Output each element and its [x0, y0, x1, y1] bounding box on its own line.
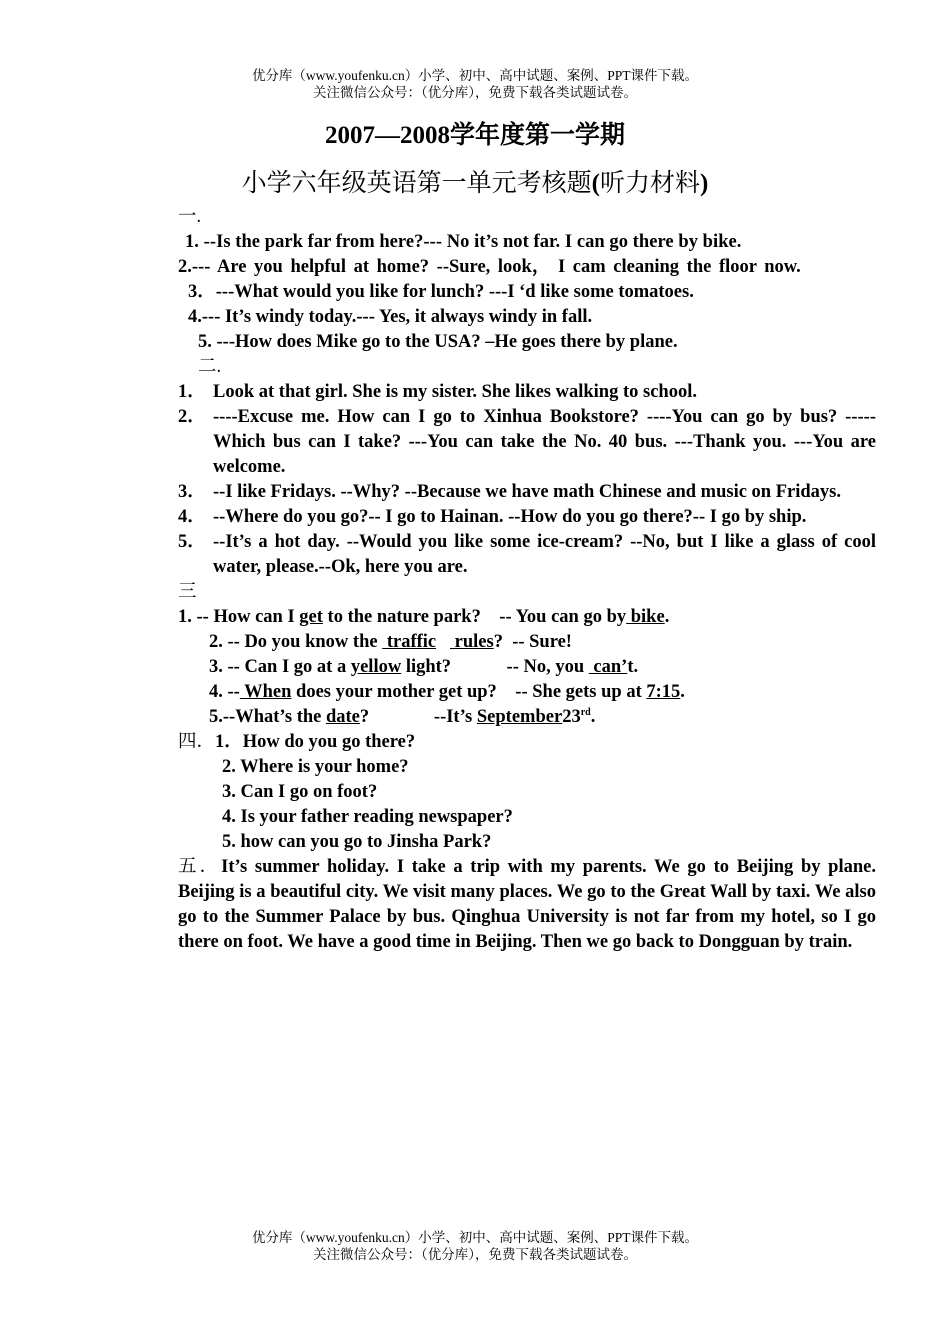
section-3-question-3: 3. -- Can I go at a yellow light? -- No, you can’t. — [209, 657, 639, 677]
header-line-1: 优分库（www.youfenku.cn）小学、初中、高中试题、案例、PPT课件下载。 — [251, 68, 699, 83]
section-1-question-2: 2.--- Are you helpful at home? --Sure, look， I cam cleaning the floor now. — [178, 257, 801, 277]
section-4-question-1: 四．1．How do you go there? — [178, 732, 416, 752]
page-title: 2007—2008学年度第一学期 — [324, 122, 625, 149]
section-2-item-1: 1． Look at that girl. She is my sister. She likes walking to school. — [178, 382, 697, 402]
section-2-label: 二. — [198, 357, 222, 377]
section-3-question-2: 2. -- Do you know the traffic rules? -- Sure! — [209, 632, 572, 652]
section-3-question-5: 5.--What’s the date? --It’s September23rd. — [209, 706, 596, 727]
section-4-question-5: 5. how can you go to Jinsha Park? — [222, 832, 492, 852]
header-line-2: 关注微信公众号：（优分库），免费下载各类试题试卷。 — [313, 85, 637, 100]
page-header — [0, 67, 950, 101]
section-4-question-4: 4. Is your father reading newspaper? — [222, 807, 513, 827]
footer-line-1: 优分库（www.youfenku.cn）小学、初中、高中试题、案例、PPT课件下载。 — [251, 1230, 699, 1245]
section-5-label: 五． — [178, 857, 222, 877]
section-1-question-1: 1. --Is the park far from here?--- No it’s not far. I can go there by bike. — [185, 232, 742, 252]
section-3-question-4: 4. -- When does your mother get up? -- She gets up at 7:15. — [209, 682, 685, 702]
section-3-question-1: 1. -- How can I get to the nature park? -- You can go by bike. — [178, 607, 670, 627]
section-2-item-3: 3． --I like Fridays. --Why? --Because we have math Chinese and music on Fridays. — [178, 482, 841, 502]
section-1-question-5: 5. ---How does Mike go to the USA? –He goes there by plane. — [198, 332, 678, 352]
section-2-item-5: 5． --It’s a hot day. --Would you like some ice-cream? --No, but I like a glass of cool water, please.--Ok, here you are. — [178, 532, 876, 577]
section-2-item-2: 2． ----Excuse me. How can I go to Xinhua Bookstore? ----You can go by bus? -----Which bus can I take? ---You can take the No. 40 bus. ---Thank you. ---You are welcome. — [178, 407, 876, 477]
section-3-label: 三 — [178, 582, 197, 602]
footer-line-2: 关注微信公众号：（优分库），免费下载各类试题试卷。 — [313, 1247, 637, 1262]
section-1-question-4: 4.--- It’s windy today.--- Yes, it always windy in fall. — [188, 307, 593, 327]
page-footer — [0, 1229, 950, 1263]
section-2-item-4: 4． --Where do you go?-- I go to Hainan. --How do you go there?-- I go by ship. — [178, 507, 807, 527]
section-5-passage: 五．It’s summer holiday. I take a trip with my parents. We go to Beijing by plane. Beijing is a beautiful city. We visit many places. We go to the Great Wall by taxi. We also go to the Summer Palace by bus. Qinghua University is not far from my hotel, so I go there on foot. We have a good time in Beijing. Then we go back to Dongguan by train. — [178, 857, 876, 952]
section-1-label: 一. — [178, 207, 202, 227]
section-1-question-3: 3．---What would you like for lunch? ---I ‘d like some tomatoes. — [188, 282, 694, 302]
section-4-question-2: 2. Where is your home? — [222, 757, 409, 777]
section-4-question-3: 3. Can I go on foot? — [222, 782, 378, 802]
document-body — [178, 205, 876, 955]
page-subtitle: 小学六年级英语第一单元考核题(听力材料) — [241, 170, 709, 197]
